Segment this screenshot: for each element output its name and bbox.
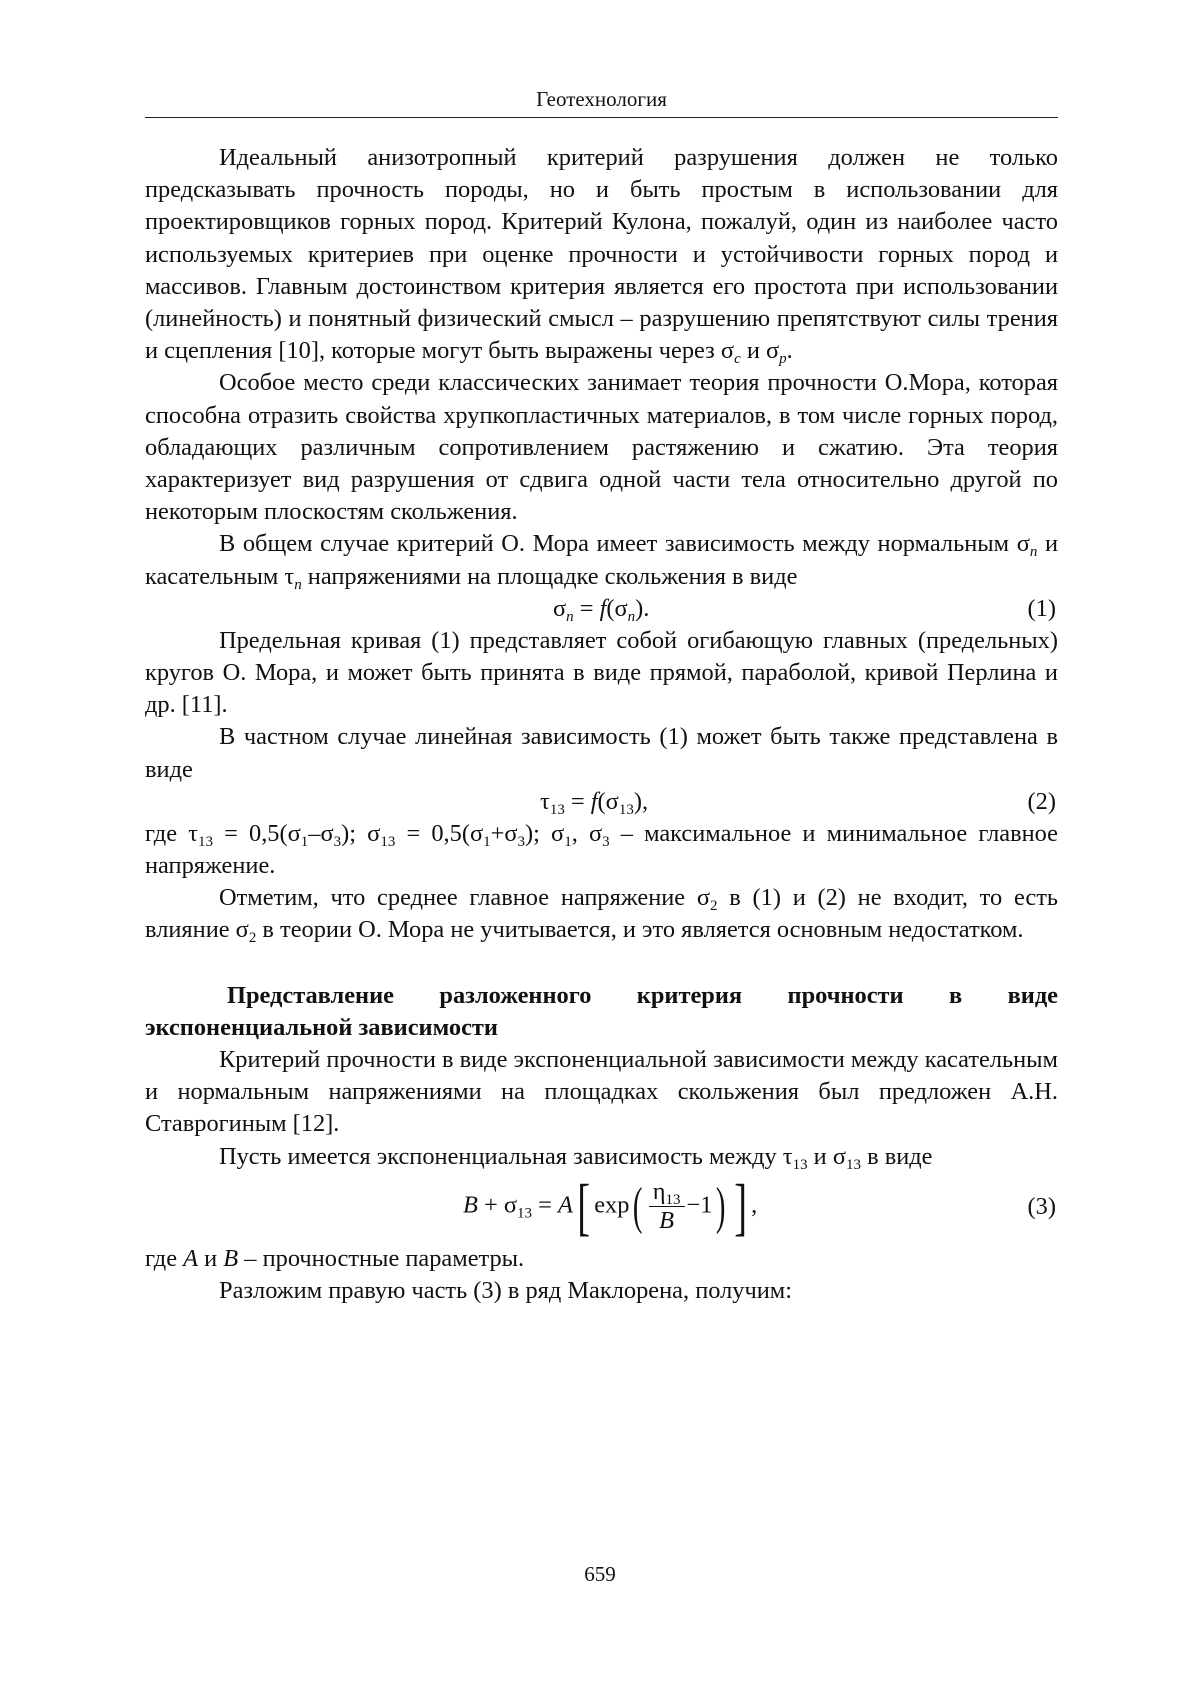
equation-2-math: $\tau_{13} = f(\sigma_{13})$, xyxy=(540,787,649,818)
equation-1 xyxy=(145,593,1058,625)
equation-1-math: $\sigma_n = f(\sigma_n)$. xyxy=(553,594,650,625)
paragraph-10: где A и B – прочностные параметры. xyxy=(145,1244,525,1272)
equation-3 xyxy=(145,1170,1058,1243)
equation-3-math: $B + \sigma_{13} = A$[ exp( $\frac{\eta_{13}}{B}$ −1) ] , xyxy=(463,1170,758,1242)
equation-1-number: (1) xyxy=(1027,594,1056,622)
page-body xyxy=(145,142,1058,1307)
section-heading: Представление разложенного критерия прочности в виде экспоненциальной зависимости xyxy=(145,981,1058,1041)
paragraph-4: Предельная кривая (1) представляет собой огибающую главных (предельных) кругов О. Мора, и может быть принята в виде прямой, параболой, кривой Перлина и др. [11]. xyxy=(145,626,1058,719)
sigma-p: $\sigma_p$ xyxy=(766,337,787,368)
paragraph-2: Особое место среди классических занимает теория прочности О.Мора, которая способна отразить свойства хрупкопластичных материалов, в том числе горных пород, обладающих различным сопротивлением растяжению и сжатию. Эта теория характеризует вид разрушения от сдвига одной части тела относительно другой по некоторым плоскостям скольжения. xyxy=(145,369,1058,526)
paragraph-7: Отметим, что среднее главное напряжение $\sigma_2$ в (1) и (2) не входит, то есть влияние $\sigma_2$ в теории О. Мора не учитывается, и это является основным недостатком. xyxy=(145,884,1058,947)
equation-3-number: (3) xyxy=(1027,1192,1056,1220)
running-head: Геотехнология xyxy=(536,87,667,111)
page-number: 659 xyxy=(584,1562,616,1586)
equation-2-number: (2) xyxy=(1027,787,1056,815)
equation-3-fraction: $\frac{\eta_{13}}{B}$ xyxy=(649,1178,685,1235)
sigma-c: $\sigma_c$ xyxy=(720,337,741,368)
paragraph-1: Идеальный анизотропный критерий разрушения должен не только предсказывать прочность породы, но и быть простым в использовании для проектировщиков горных пород. Критерий Кулона, пожалуй, один из наиболее часто используемых критериев при оценке прочности и устойчивости горных пород и массивов. Главным достоинством критерия является его простота при использовании (линейность) и понятный физический смысл – разрушению препятствуют силы трения и сцепления [10], которые могут быть выражены через $\sigma_c$ и $\sigma_p$. xyxy=(145,144,1058,368)
equation-2 xyxy=(145,786,1058,818)
header-rule xyxy=(145,117,1058,118)
paragraph-1-text: Идеальный анизотропный критерий разрушения должен не только предсказывать прочность породы, но и быть простым в использовании для проектировщиков горных пород. Критерий Кулона, пожалуй, один из наиболее часто используемых критериев при оценке прочности и устойчивости горных пород и массивов. Главным достоинством критерия является его простота при использовании (линейность) и понятный физический смысл – разрушению препятствуют силы трения и сцепления [10], которые могут быть выражены через xyxy=(145,144,1058,365)
paragraph-3: В общем случае критерий О. Мора имеет зависимость между нормальным $\sigma_n$ и касательным $\tau_n$ напряжениями на площадке скольжения в виде xyxy=(145,530,1058,593)
paragraph-8: Критерий прочности в виде экспоненциальной зависимости между касательным и нормальным напряжениями на площадках скольжения был предложен А.Н. Ставрогиным [12]. xyxy=(145,1046,1058,1138)
section-gap xyxy=(145,947,1058,980)
paragraph-9: Пусть имеется экспоненциальная зависимость между $\tau_{13}$ и $\sigma_{13}$ в виде xyxy=(219,1142,933,1173)
paragraph-11: Разложим правую часть (3) в ряд Маклорена, получим: xyxy=(219,1277,793,1305)
paragraph-5: В частном случае линейная зависимость (1) может быть также представлена в виде xyxy=(145,723,1058,783)
paragraph-6: где $\tau_{13} = 0,5(\sigma_1-\sigma_3)$; $\sigma_{13} = 0,5(\sigma_1+\sigma_3)$; $\sigma_1$, $\sigma_3$ – максимальное и минимальное главное напряжение. xyxy=(145,819,1058,880)
